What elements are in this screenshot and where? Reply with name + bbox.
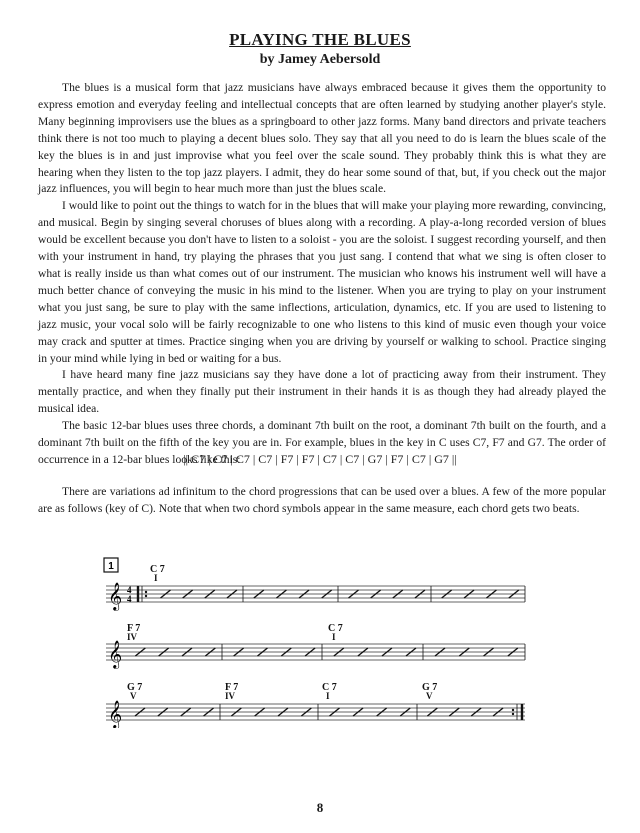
treble-clef-icon: 𝄞 [108, 582, 123, 610]
roman-numeral: I [326, 691, 330, 701]
staff-lines-1 [106, 586, 525, 602]
chord-symbol: C 7 [328, 623, 343, 634]
roman-numeral: I [154, 573, 158, 583]
roman-numeral: IV [127, 632, 138, 642]
chord-symbol: G 7 [422, 682, 438, 693]
paragraph-variations: There are variations ad infinitum to the chord progressions that can be used over a blues. A few of the more popular are as follows (key of C). Note that when two chord symbols appear in the same measure, each chord gets two beats. [38, 485, 606, 515]
roman-numeral: V [130, 691, 137, 701]
paragraph-mental-practice: I have heard many fine jazz musicians say they have done a lot of practicing away from their instrument. They mentally practice, and when they finally put their instrument in their hands it is as though they had already played the musical idea. [38, 368, 606, 416]
time-signature-top: 4 [127, 585, 132, 595]
example-number: 1 [108, 561, 114, 572]
paragraph-intro: The blues is a musical form that jazz musicians have always embraced because it gives them the opportunity to express emotion and everyday feeling and intellectual concepts that are often learned by studying another player's style. Many beginning improvisers use the blues as a springboard to other jazz forms. Many band directors and private teachers think there is not too much to playing a decent blues solo. They say that all you need to do is learn the blues scale of the key the blues is in and just improvise what you feel over the scale sound. They probably think this is what they are hearing when they listen to the top jazz players. I admit, they do hear some sound of that, but, if you check out the major jazz influences, you will begin to hear much more than just the blues scale. [38, 81, 606, 196]
page-number: 8 [316, 800, 324, 815]
paragraph-singing: I would like to point out the things to watch for in the blues that will make your playing more rewarding, convincing, and musical. Begin by singing several choruses of blues along with a recording. A play-a-long recorded version of blues would be excellent because you don't have to listen to a soloist - you are the soloist. I suggest recording yourself, and then with your instrument in hand, try playing the phrases that you just sang. I contend that what we sing is often closer to what is really inside us than what comes out of our instrument. The musician who knows his instrument well will have a much better chance of conveying the music in his mind to the listener. When you are trying to play on your instrument what you just sang, be sure to play with the same inflections, articulation, dynamics, etc. If you are used to listening to jazz music, your vocal solo will be fairly recognizable to one who listens to this kind of music even though your voice may crack and sputter at times. Practice singing when you are driving by yourself or walking to school. Practice singing in your mind while lying in bed or waiting for a bus. [38, 199, 606, 365]
staff-lines-3 [106, 704, 525, 720]
staff-lines-2 [106, 644, 525, 660]
roman-numeral: I [332, 632, 336, 642]
article-body [38, 80, 606, 469]
roman-numeral: IV [225, 691, 236, 701]
article-body-continued [38, 484, 606, 518]
staff-system-3 [106, 682, 525, 728]
chord-symbol: C 7 [322, 682, 337, 693]
chord-symbol: G 7 [127, 682, 143, 693]
treble-clef-icon: 𝄞 [108, 700, 123, 728]
staff-system-1 [106, 564, 525, 611]
lead-sheet-notation [0, 548, 640, 728]
staff-system-2 [106, 623, 525, 669]
treble-clef-icon: 𝄞 [108, 640, 123, 668]
chord-progression: || C7 | C7 | C7 | C7 | F7 | F7 | C7 | C7 | G7 | F7 | C7 | G7 || [183, 452, 457, 466]
article-byline: by Jamey Aebersold [259, 52, 381, 67]
article-title: PLAYING THE BLUES [229, 30, 411, 49]
time-signature-bottom: 4 [127, 594, 132, 604]
roman-numeral: V [426, 691, 433, 701]
paragraph-12-bar-blues: The basic 12-bar blues uses three chords, a dominant 7th built on the root, a dominant 7th built on the fourth, and a dominant 7th built on the fifth of the key you are in. For example, blues in the key in C uses C7, F7 and G7. The order of occurrence in a 12-bar blues looks like this: [38, 419, 606, 466]
chord-symbol: C 7 [150, 564, 165, 575]
chord-symbol: F 7 [127, 623, 141, 634]
chord-symbol: F 7 [225, 682, 239, 693]
